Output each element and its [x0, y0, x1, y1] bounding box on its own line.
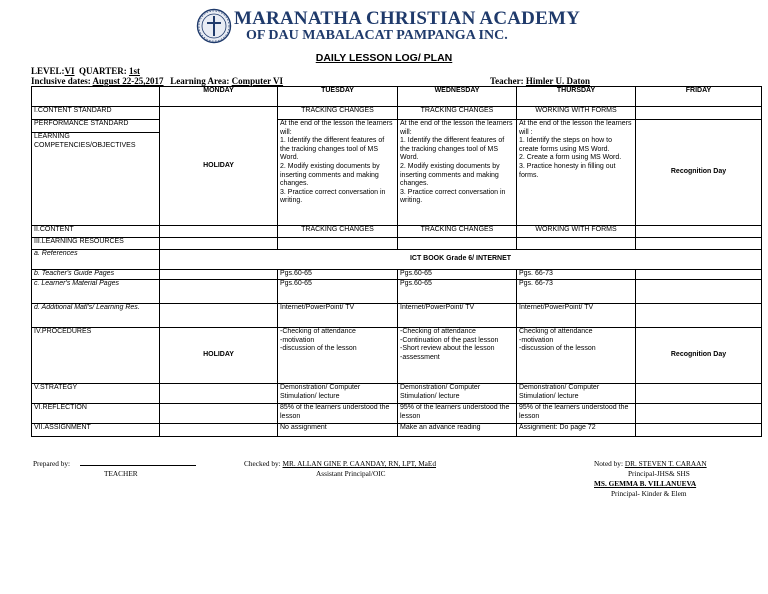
- day-friday: FRIDAY: [636, 87, 762, 107]
- assignment-tuesday: No assignment: [278, 424, 398, 437]
- corner-cell: [32, 87, 160, 107]
- lm-wednesday: Pgs.60-65: [398, 280, 517, 304]
- tg-wednesday: Pgs.60-65: [398, 270, 517, 280]
- tg-tuesday: Pgs.60-65: [278, 270, 398, 280]
- table-row: [32, 384, 762, 404]
- row-label-performance-standard: PERFORMANCE STANDARD: [32, 120, 160, 133]
- table-row: [32, 328, 762, 384]
- friday-cell: [636, 304, 762, 328]
- friday-cell: [636, 280, 762, 304]
- table-row: [32, 280, 762, 304]
- row-label-tg-pages: b. Teacher's Guide Pages: [32, 270, 160, 280]
- day-tuesday: TUESDAY: [278, 87, 398, 107]
- strategy-thursday: Demonstration/ Computer Stimulation/ lecture: [517, 384, 636, 404]
- tuesday-cell: [278, 238, 398, 250]
- document-title: DAILY LESSON LOG/ PLAN: [315, 52, 453, 64]
- checked-by: [244, 459, 436, 468]
- row-label-content: II.CONTENT: [32, 226, 160, 238]
- area-label: Learning Area:: [170, 76, 230, 86]
- level-quarter-line: [31, 66, 140, 76]
- table-row: [32, 424, 762, 437]
- monday-cell: [160, 270, 278, 280]
- table-row: [32, 304, 762, 328]
- references-value: ICT BOOK Grade 6/ INTERNET: [160, 250, 762, 270]
- reflection-tuesday: 85% of the learners understood the lesson: [278, 404, 398, 424]
- reflection-wednesday: 95% of the learners understood the lesson: [398, 404, 517, 424]
- friday-cell: [636, 404, 762, 424]
- monday-holiday-procedures: HOLIDAY: [160, 328, 278, 384]
- objectives-thursday: At the end of the lesson the learners will : 1. Identify the steps on how to create forms using MS Word. 2. Create a form using MS Word. 3. Practice honesty in filling out forms.: [517, 120, 636, 226]
- reflection-thursday: 95% of the learners understood the lesson: [517, 404, 636, 424]
- dates-area-line: [31, 76, 283, 86]
- proc-wednesday: -Checking of attendance -Continuation of the past lesson -Short review about the lesson -assessment: [398, 328, 517, 384]
- row-label-assignment: VII.ASSIGNMENT: [32, 424, 160, 437]
- row-label-procedures: IV.PROCEDURES: [32, 328, 160, 384]
- assignment-thursday: Assignment: Do page 72: [517, 424, 636, 437]
- table-row: [32, 270, 762, 280]
- lesson-log-table: [31, 86, 762, 437]
- table-row: [32, 120, 762, 133]
- noted-by: [594, 459, 707, 468]
- monday-cell: [160, 238, 278, 250]
- teacher-label: Teacher:: [490, 76, 524, 86]
- school-location: OF DAU MABALACAT PAMPANGA INC.: [246, 28, 508, 43]
- strategy-wednesday: Demonstration/ Computer Stimulation/ lecture: [398, 384, 517, 404]
- row-label-strategy: V.STRATEGY: [32, 384, 160, 404]
- prepared-by-label: Prepared by:: [33, 459, 71, 468]
- content-tuesday: TRACKING CHANGES: [278, 226, 398, 238]
- area-value: Computer VI: [231, 76, 284, 86]
- topic-tuesday: TRACKING CHANGES: [278, 107, 398, 120]
- monday-cell: [160, 280, 278, 304]
- dates-value: August 22-25,2017: [92, 76, 164, 86]
- topic-wednesday: TRACKING CHANGES: [398, 107, 517, 120]
- add-tuesday: Internet/PowerPoint/ TV: [278, 304, 398, 328]
- noted-label: Noted by:: [594, 459, 623, 468]
- table-row: [32, 404, 762, 424]
- level-value: VI: [64, 66, 75, 76]
- proc-thursday: Checking of attendance -motivation -discussion of the lesson: [517, 328, 636, 384]
- prepared-signature-line: [80, 465, 196, 466]
- teacher-line: [490, 76, 590, 86]
- monday-holiday: HOLIDAY: [160, 107, 278, 226]
- friday-cell: [636, 107, 762, 120]
- row-label-lm-pages: c. Learner's Material Pages: [32, 280, 160, 304]
- quarter-label: QUARTER:: [79, 66, 127, 76]
- table-row: [32, 238, 762, 250]
- school-seal-icon: [196, 8, 232, 44]
- lm-thursday: Pgs. 66-73: [517, 280, 636, 304]
- objectives-tuesday: At the end of the lesson the learners will: 1. Identify the different features of the tracking changes tool of MS Word. 2. Modify existing documents by inserting comments and making changes. 3. Practice correct conversation in writing.: [278, 120, 398, 226]
- thursday-cell: [517, 238, 636, 250]
- friday-cell: [636, 424, 762, 437]
- friday-cell: [636, 226, 762, 238]
- monday-cell: [160, 226, 278, 238]
- assignment-wednesday: Make an advance reading: [398, 424, 517, 437]
- friday-cell: [636, 270, 762, 280]
- noted-role: Principal-JHS& SHS: [628, 469, 690, 478]
- friday-recognition-procedures: Recognition Day: [636, 328, 762, 384]
- teacher-value: Himler U. Daton: [525, 76, 590, 86]
- friday-cell: [636, 238, 762, 250]
- objectives-wednesday: At the end of the lesson the learners will: 1. Identify the different features of the tracking changes tool of MS Word. 2. Modify existing documents by inserting comments and making changes. 3. Practice correct conversation in writing.: [398, 120, 517, 226]
- row-label-additional: d. Additional Matl's/ Learning Res.: [32, 304, 160, 328]
- noted-name: DR. STEVEN T. CARAAN: [624, 459, 707, 468]
- content-thursday: WORKING WITH FORMS: [517, 226, 636, 238]
- checked-label: Checked by:: [244, 459, 281, 468]
- topic-thursday: WORKING WITH FORMS: [517, 107, 636, 120]
- row-label-competencies: LEARNING COMPETENCIES/OBJECTIVES: [32, 133, 160, 226]
- wednesday-cell: [398, 238, 517, 250]
- second-principal-name: MS. GEMMA B. VILLANUEVA: [594, 479, 697, 488]
- school-name: MARANATHA CHRISTIAN ACADEMY: [234, 8, 581, 29]
- school-header: [0, 6, 768, 46]
- day-monday: MONDAY: [160, 87, 278, 107]
- checked-role: Assistant Principal/OIC: [316, 469, 386, 478]
- monday-cell: [160, 384, 278, 404]
- row-label-references: a. References: [32, 250, 160, 270]
- table-row: [32, 250, 762, 270]
- day-wednesday: WEDNESDAY: [398, 87, 517, 107]
- strategy-tuesday: Demonstration/ Computer Stimulation/ lecture: [278, 384, 398, 404]
- day-header-row: [32, 87, 762, 107]
- tg-thursday: Pgs. 66-73: [517, 270, 636, 280]
- row-label-resources: III.LEARNING RESOURCES: [32, 238, 160, 250]
- monday-cell: [160, 304, 278, 328]
- dates-label: Inclusive dates:: [31, 76, 91, 86]
- day-thursday: THURSDAY: [517, 87, 636, 107]
- add-wednesday: Internet/PowerPoint/ TV: [398, 304, 517, 328]
- lm-tuesday: Pgs.60-65: [278, 280, 398, 304]
- monday-cell: [160, 404, 278, 424]
- second-principal-role: Principal- Kinder & Elem: [611, 489, 687, 498]
- level-label: LEVEL:: [31, 66, 65, 76]
- add-thursday: Internet/PowerPoint/ TV: [517, 304, 636, 328]
- monday-cell: [160, 424, 278, 437]
- friday-cell: [636, 384, 762, 404]
- row-label-content-standard: I.CONTENT STANDARD: [32, 107, 160, 120]
- prepared-role: TEACHER: [104, 469, 138, 478]
- quarter-value: 1st: [128, 66, 140, 76]
- table-row: [32, 226, 762, 238]
- checked-name: MR. ALLAN GINE P. CAANDAY, RN, LPT, MaEd: [282, 459, 437, 468]
- friday-recognition: Recognition Day: [636, 120, 762, 226]
- table-row: [32, 107, 762, 120]
- content-wednesday: TRACKING CHANGES: [398, 226, 517, 238]
- row-label-reflection: VI.REFLECTION: [32, 404, 160, 424]
- proc-tuesday: -Checking of attendance -motivation -discussion of the lesson: [278, 328, 398, 384]
